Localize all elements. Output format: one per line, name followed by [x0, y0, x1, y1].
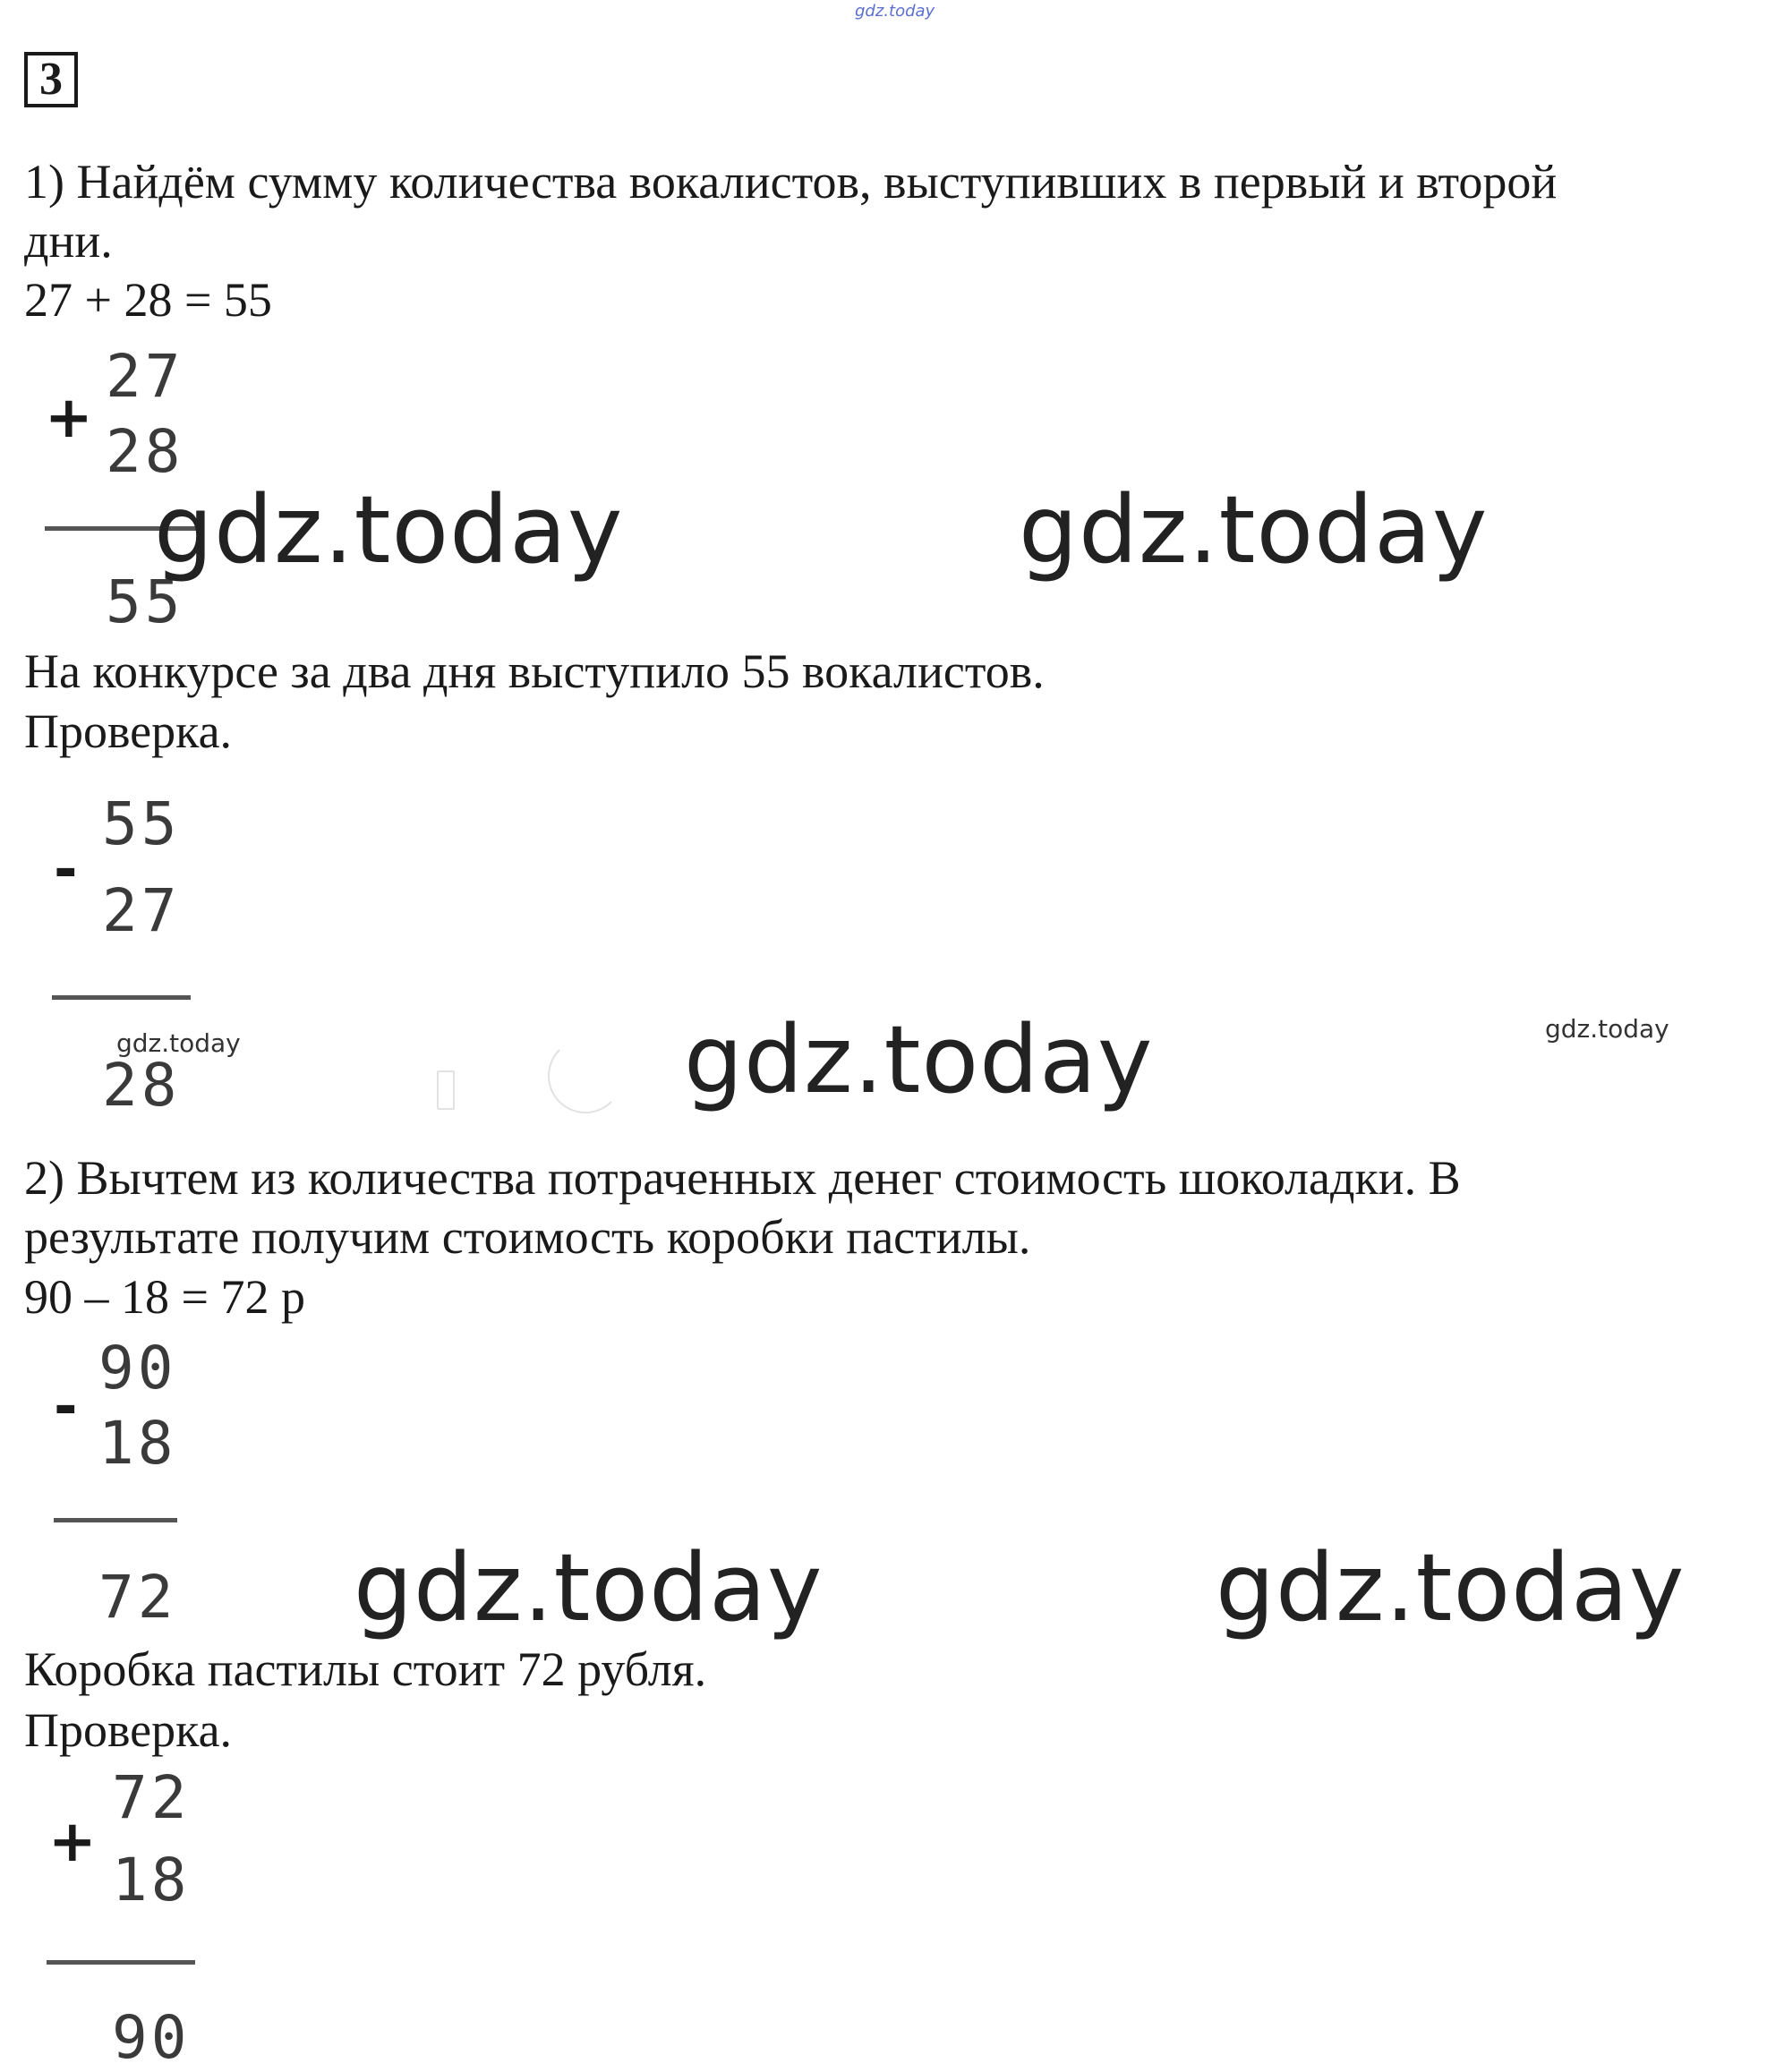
site-watermark-top: gdz.today	[855, 2, 935, 21]
column-top-number: 72	[112, 1763, 191, 1832]
column-bottom-number: 28	[106, 417, 184, 486]
part2-answer: Коробка пастилы стоит 72 рубля.	[24, 1642, 707, 1696]
watermark-large: gdz.today	[154, 475, 624, 584]
column-top-number: 27	[106, 342, 184, 411]
column-top-number: 90	[98, 1334, 177, 1403]
column-rule	[54, 1518, 177, 1522]
watermark-large: gdz.today	[1216, 1533, 1686, 1642]
part2-intro-line2: результате получим стоимость коробки пастилы.	[24, 1210, 1031, 1264]
faint-artifact	[437, 1070, 455, 1110]
column-bottom-number: 18	[112, 1846, 191, 1914]
watermark-small: gdz.today	[116, 1028, 241, 1058]
part1-answer: На конкурсе за два дня выступило 55 вокалистов.	[24, 644, 1045, 698]
column-result-number: 28	[102, 1051, 181, 1120]
part1-intro-line1: 1) Найдём сумму количества вокалистов, выступивших в первый и второй	[24, 155, 1558, 209]
minus-operator: -	[54, 837, 78, 903]
column-rule	[52, 995, 191, 1000]
column-result-number: 55	[106, 567, 184, 636]
part1-equation: 27 + 28 = 55	[24, 273, 272, 327]
watermark-large: gdz.today	[1019, 475, 1489, 584]
watermark-small: gdz.today	[1545, 1014, 1669, 1044]
plus-operator: +	[45, 385, 93, 451]
faint-artifact	[548, 1038, 623, 1113]
column-result-number: 72	[98, 1563, 177, 1632]
watermark-large: gdz.today	[354, 1533, 824, 1642]
watermark-large: gdz.today	[684, 1005, 1154, 1114]
part2-check-label: Проверка.	[24, 1703, 233, 1757]
column-top-number: 55	[102, 789, 181, 858]
minus-operator: -	[54, 1374, 78, 1440]
part1-check-label: Проверка.	[24, 704, 233, 758]
column-bottom-number: 27	[102, 876, 181, 945]
part2-intro-line1: 2) Вычтем из количества потраченных денег стоимость шоколадки. В	[24, 1151, 1461, 1205]
column-result-number: 90	[112, 2003, 191, 2072]
plus-operator: +	[48, 1809, 97, 1875]
column-bottom-number: 18	[98, 1409, 177, 1478]
task-number-box: 3	[24, 52, 78, 107]
column-rule	[47, 1960, 195, 1965]
part1-intro-line2: дни.	[24, 214, 113, 268]
part2-equation: 90 – 18 = 72 р	[24, 1270, 305, 1324]
